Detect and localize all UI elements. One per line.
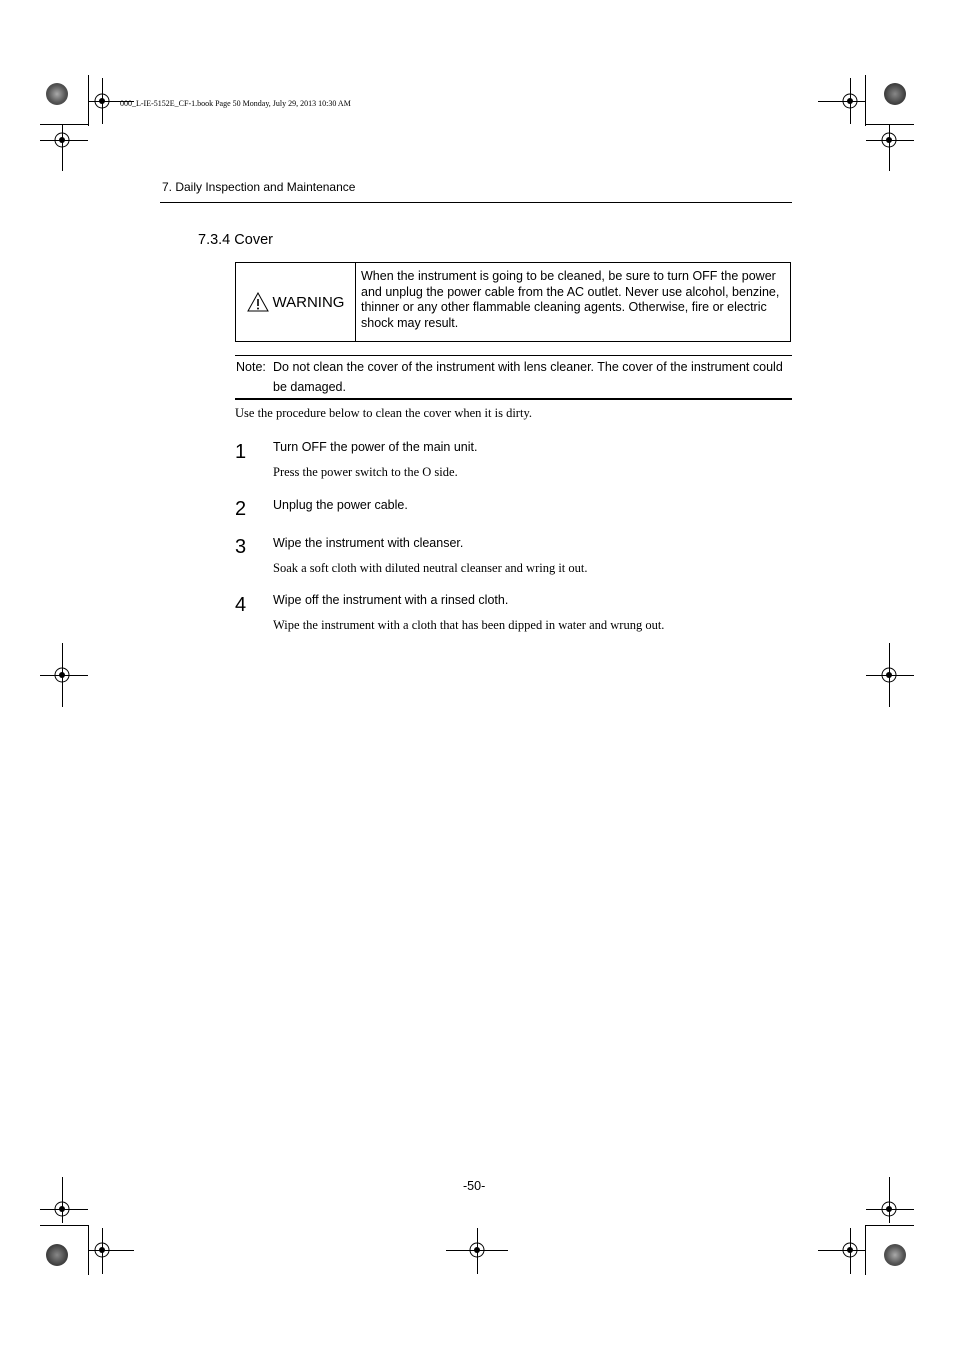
step-number: 4: [235, 594, 247, 616]
section-heading: 7.3.4 Cover: [198, 232, 273, 248]
warning-label-cell: [236, 263, 356, 341]
header-rule: [160, 202, 792, 203]
registration-disc: [884, 1244, 906, 1266]
registration-mark-icon: [90, 89, 114, 113]
registration-disc: [884, 83, 906, 105]
registration-mark-icon: [50, 1197, 74, 1221]
step-detail: Soak a soft cloth with diluted neutral cleanser and wring it out.: [273, 561, 588, 575]
intro-text: Use the procedure below to clean the cover when it is dirty.: [235, 406, 533, 420]
step-title: Wipe the instrument with cleanser.: [273, 536, 464, 550]
registration-mark-icon: [465, 1238, 489, 1262]
page-number: -50-: [463, 1179, 486, 1193]
registration-disc: [46, 1244, 68, 1266]
registration-mark-icon: [50, 663, 74, 687]
registration-mark-icon: [838, 1238, 862, 1262]
step-title: Wipe off the instrument with a rinsed cloth.: [273, 593, 509, 607]
registration-mark-icon: [877, 128, 901, 152]
step-number: 2: [235, 498, 247, 520]
note-text: Do not clean the cover of the instrument with lens cleaner. The cover of the instrument could be damaged.: [273, 360, 783, 394]
registration-mark-icon: [90, 1238, 114, 1262]
note-bottom-rule: [235, 398, 792, 400]
step-title: Unplug the power cable.: [273, 498, 408, 512]
step-detail: Wipe the instrument with a cloth that has been dipped in water and wrung out.: [273, 618, 665, 632]
book-info-slug: 000_L-IE-5152E_CF-1.book Page 50 Monday, July 29, 2013 10:30 AM: [120, 99, 351, 108]
step-number: 3: [235, 536, 247, 558]
warning-triangle-icon: [247, 292, 269, 312]
note-prefix: Note:: [236, 360, 266, 374]
registration-mark-icon: [877, 663, 901, 687]
running-header: 7. Daily Inspection and Maintenance: [162, 180, 356, 194]
warning-text: When the instrument is going to be cleaned, be sure to turn OFF the power and unplug the power cable from the AC outlet. Never use alcohol, benzine, thinner or any other flammable cleaning agents. Otherwise, fire or electric shock may result.: [361, 269, 780, 331]
registration-mark-icon: [50, 128, 74, 152]
step-title: Turn OFF the power of the main unit.: [273, 440, 478, 454]
registration-disc: [46, 83, 68, 105]
warning-box: [235, 262, 791, 342]
note-top-rule: [235, 355, 792, 356]
warning-label: WARNING: [272, 293, 345, 311]
registration-mark-icon: [838, 89, 862, 113]
step-number: 1: [235, 441, 247, 463]
step-detail: Press the power switch to the O side.: [273, 465, 458, 479]
registration-mark-icon: [877, 1197, 901, 1221]
